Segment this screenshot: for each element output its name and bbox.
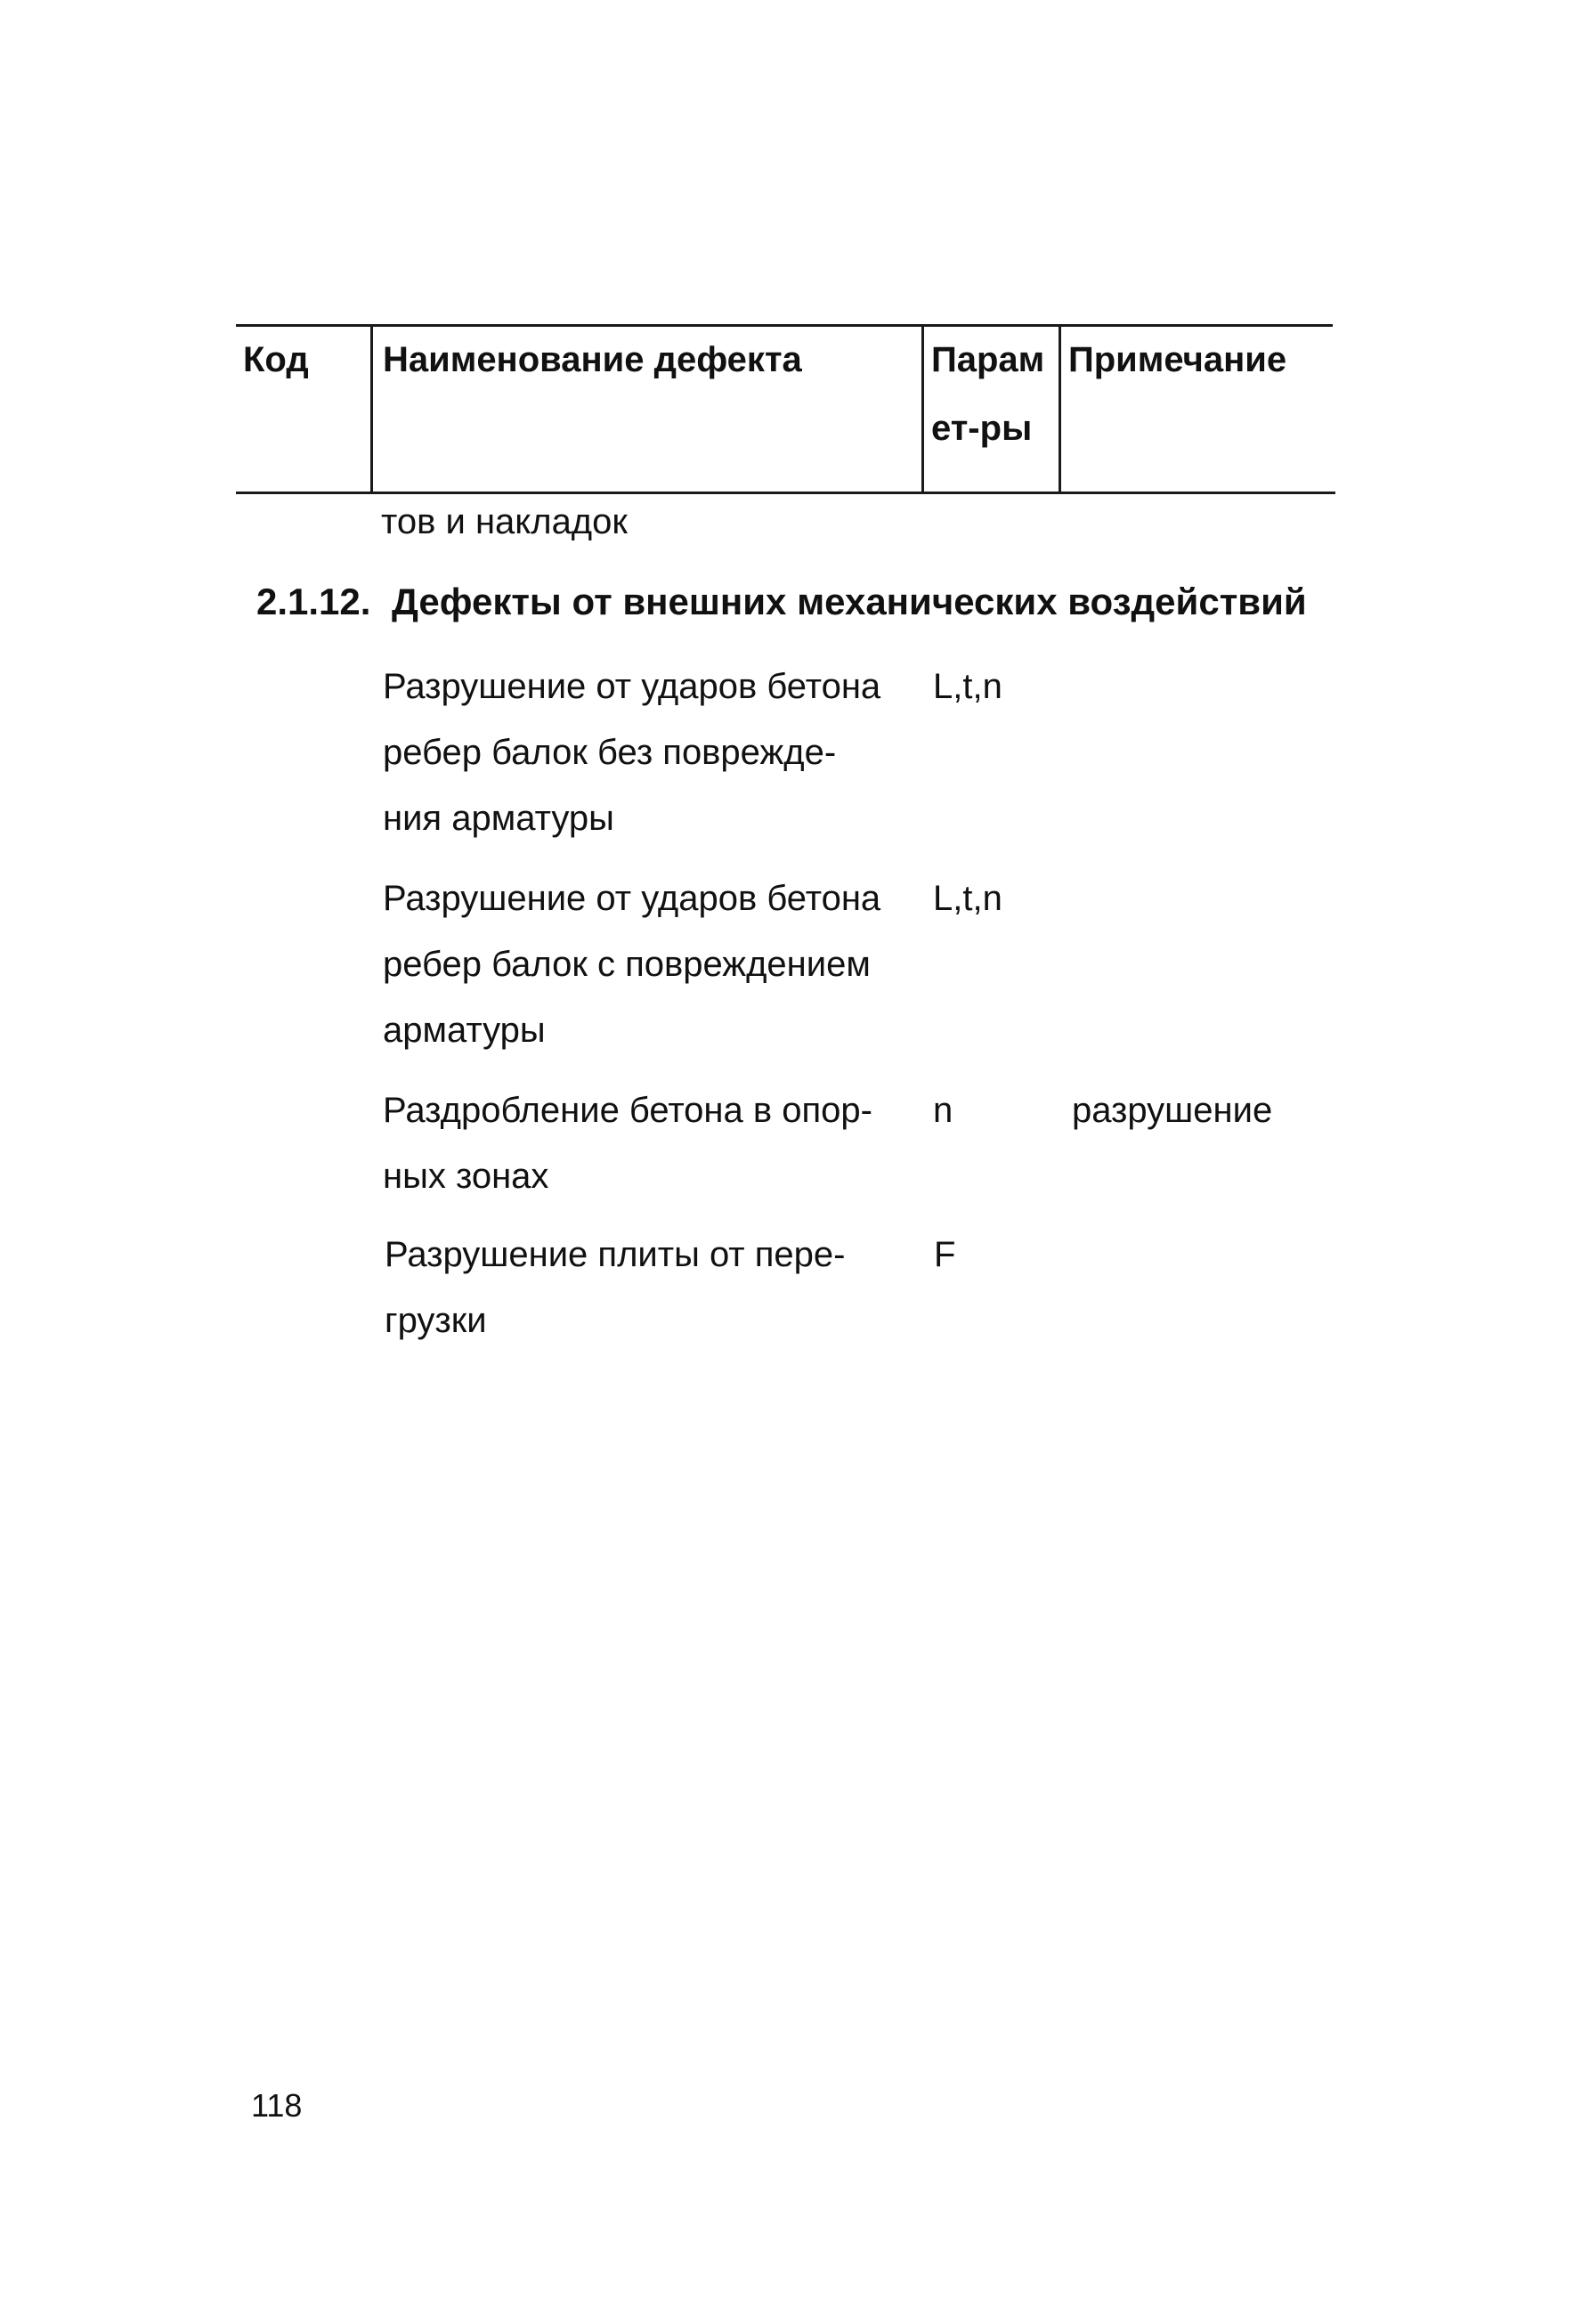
row-2-line-1: Разрушение от ударов бетона [383,879,881,918]
row-2-line-2: ребер балок с повреждением [383,945,871,984]
row-3-params: n [933,1091,953,1130]
header-params-line2: ет-ры [931,409,1033,448]
row-4-line-1: Разрушение плиты от пере- [385,1235,846,1274]
table-header [236,324,1333,493]
row-3-line-2: ных зонах [383,1157,549,1196]
continuation-text: тов и накладок [381,502,628,541]
header-params-line1: Парам [931,340,1045,379]
row-4-params: F [934,1235,956,1274]
section-title: Дефекты от внешних механических воздействий [392,581,1307,622]
row-2-params: L,t,n [933,879,1002,918]
header-code: Код [243,340,309,379]
row-3-line-1: Раздробление бетона в опор- [383,1091,872,1130]
row-3-note: разрушение [1072,1091,1273,1130]
header-divider-1 [370,324,373,494]
header-defect-name: Наименование дефекта [383,340,802,379]
page-number: 118 [251,2087,303,2124]
row-1-line-3: ния арматуры [383,799,614,838]
header-divider-2 [921,324,924,494]
row-4-line-2: грузки [385,1301,487,1340]
row-1-line-1: Разрушение от ударов бетона [383,667,881,706]
row-2-line-3: арматуры [383,1011,546,1050]
row-1-line-2: ребер балок без поврежде- [383,733,837,772]
row-1-params: L,t,n [933,667,1002,706]
header-note: Примечание [1068,340,1287,379]
header-divider-3 [1059,324,1061,494]
section-number: 2.1.12. [256,581,371,622]
